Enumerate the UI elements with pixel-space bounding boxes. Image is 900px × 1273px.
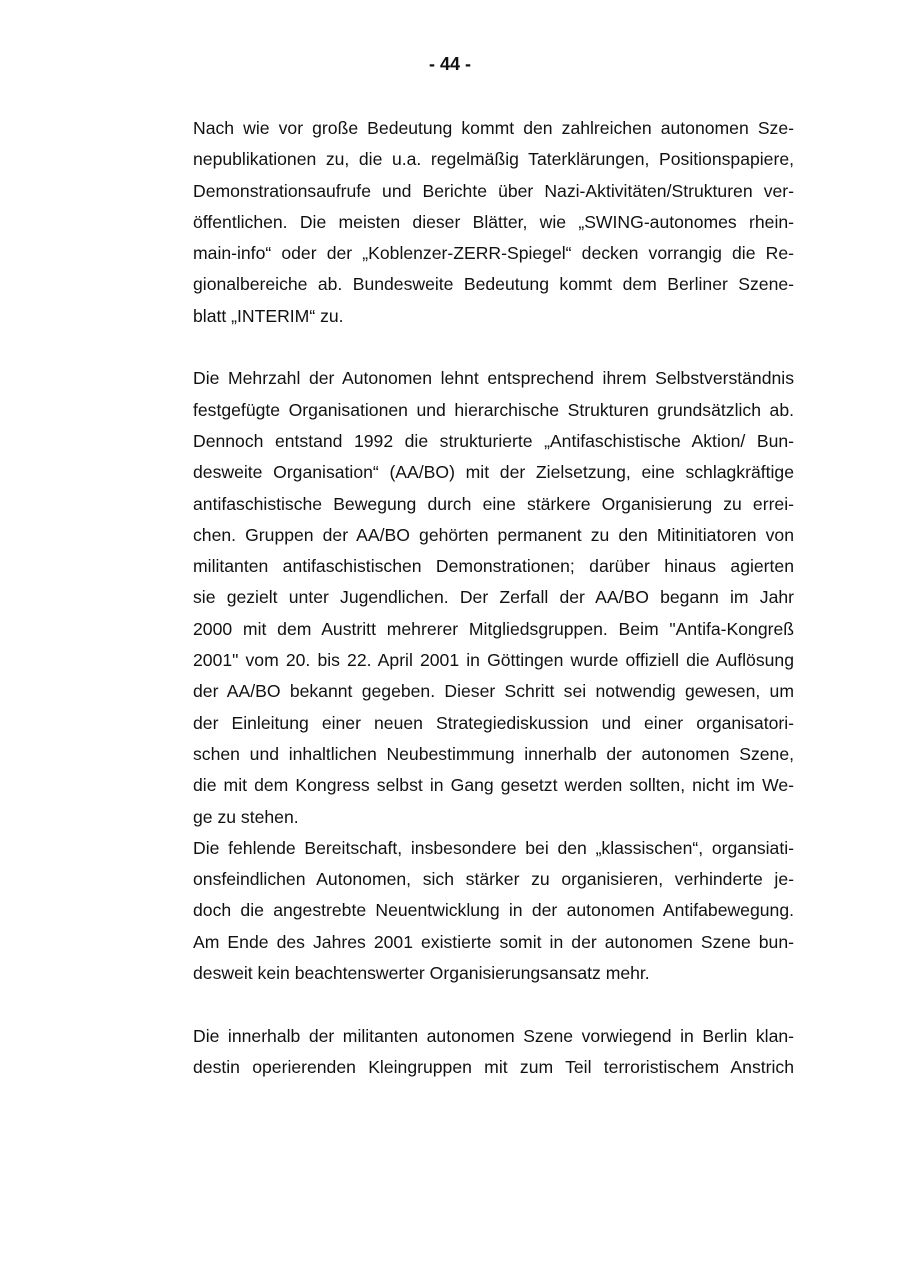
text-line: destin operierenden Kleingruppen mit zum Teil terroristischem Anstrich xyxy=(193,1056,794,1077)
page-number: - 44 - xyxy=(428,54,471,74)
text-line: gionalbereiche ab. Bundesweite Bedeutung kommt dem Berliner Szene- xyxy=(193,274,794,295)
text-line: Demonstrationsaufrufe und Berichte über Nazi-Aktivitäten/Strukturen ver- xyxy=(193,180,794,201)
paragraph-spacer xyxy=(193,989,794,1020)
text-line: onsfeindlichen Autonomen, sich stärker zu organisieren, verhinderte je- xyxy=(193,869,794,890)
text-line: die mit dem Kongress selbst in Gang gesetzt werden sollten, nicht im We- xyxy=(193,775,794,796)
text-line: nepublikationen zu, die u.a. regelmäßig Taterklärungen, Positionspapiere, xyxy=(193,149,794,170)
paragraph xyxy=(193,1021,794,1084)
text-line: doch die angestrebte Neuentwicklung in der autonomen Antifabewegung. xyxy=(193,900,794,921)
text-line: öffentlichen. Die meisten dieser Blätter, wie „SWING-autonomes rhein- xyxy=(193,211,794,232)
text-line: desweit kein beachtenswerter Organisierungsansatz mehr. xyxy=(193,963,650,984)
text-line: Die fehlende Bereitschaft, insbesondere bei den „klassischen“, organsiati- xyxy=(193,837,794,858)
text-line: 2000 mit dem Austritt mehrerer Mitgliedsgruppen. Beim "Antifa-Kongreß xyxy=(193,618,794,639)
text-line: der AA/BO bekannt gegeben. Dieser Schritt sei notwendig gewesen, um xyxy=(193,681,794,702)
text-line: Am Ende des Jahres 2001 existierte somit in der autonomen Szene bun- xyxy=(193,931,794,952)
text-line: 2001" vom 20. bis 22. April 2001 in Göttingen wurde offiziell die Auflösung xyxy=(193,650,794,671)
text-line: blatt „INTERIM“ zu. xyxy=(193,305,344,326)
text-line: main-info“ oder der „Koblenzer-ZERR-Spiegel“ decken vorrangig die Re- xyxy=(193,243,794,264)
text-line: schen und inhaltlichen Neubestimmung innerhalb der autonomen Szene, xyxy=(193,743,794,764)
paragraph xyxy=(193,363,794,832)
text-line: militanten antifaschistischen Demonstrationen; darüber hinaus agierten xyxy=(193,556,794,577)
text-line: desweite Organisation“ (AA/BO) mit der Zielsetzung, eine schlagkräftige xyxy=(193,462,794,483)
document-body xyxy=(193,113,794,1083)
text-line: Die innerhalb der militanten autonomen Szene vorwiegend in Berlin klan- xyxy=(193,1025,794,1046)
paragraph xyxy=(193,113,794,332)
text-line: sie gezielt unter Jugendlichen. Der Zerfall der AA/BO begann im Jahr xyxy=(193,587,794,608)
text-line: der Einleitung einer neuen Strategiediskussion und einer organisatori- xyxy=(193,712,794,733)
text-line: Nach wie vor große Bedeutung kommt den zahlreichen autonomen Sze- xyxy=(193,118,794,138)
text-line: Die Mehrzahl der Autonomen lehnt entsprechend ihrem Selbstverständnis xyxy=(193,368,794,389)
text-line: festgefügte Organisationen und hierarchische Strukturen grundsätzlich ab. xyxy=(193,399,794,420)
paragraph-spacer xyxy=(193,332,794,363)
text-line: chen. Gruppen der AA/BO gehörten permanent zu den Mitinitiatoren von xyxy=(193,524,794,545)
text-line: ge zu stehen. xyxy=(193,806,299,827)
paragraph xyxy=(193,833,794,989)
text-line: antifaschistische Bewegung durch eine stärkere Organisierung zu errei- xyxy=(193,493,794,514)
text-line: Dennoch entstand 1992 die strukturierte „Antifaschistische Aktion/ Bun- xyxy=(193,430,794,451)
